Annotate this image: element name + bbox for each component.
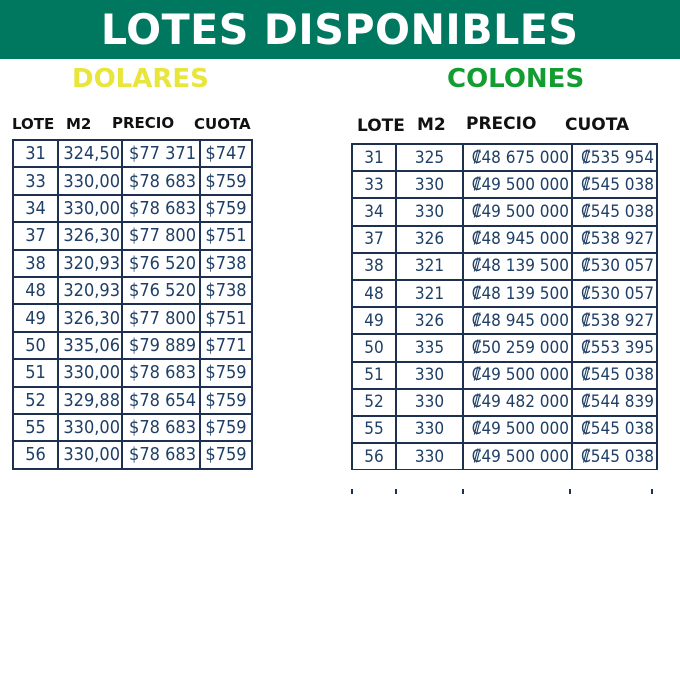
colones-cell-cuota: ₡545 038 <box>572 362 657 389</box>
colones-cell-m2: 330 <box>396 198 463 225</box>
dolares-cell-cuota: $738 <box>200 277 252 304</box>
table-row <box>13 304 252 331</box>
table-row <box>13 140 252 167</box>
colones-title: COLONES <box>447 64 585 94</box>
colones-cell-m2: 330 <box>396 362 463 389</box>
colones-header-lote: LOTE <box>357 116 405 136</box>
table-row <box>352 416 657 443</box>
colones-cell-precio: ₡48 139 500 <box>463 280 572 307</box>
dolares-cell-precio: $79 889 <box>122 332 200 359</box>
colones-cell-precio: ₡49 500 000 <box>463 171 572 198</box>
table-row <box>13 222 252 249</box>
dolares-cell-precio: $78 683 <box>122 359 200 386</box>
dolares-cell-cuota: $759 <box>200 195 252 222</box>
table-row <box>13 387 252 414</box>
table-row <box>352 362 657 389</box>
table-row <box>13 332 252 359</box>
colones-cell-m2: 326 <box>396 307 463 334</box>
dolares-cell-cuota: $771 <box>200 332 252 359</box>
dolares-cell-m2: 320,93 <box>58 250 122 277</box>
table-row <box>352 198 657 225</box>
dolares-header-cuota: CUOTA <box>194 115 251 133</box>
dolares-cell-precio: $78 683 <box>122 441 200 468</box>
dolares-cell-m2: 329,88 <box>58 387 122 414</box>
colones-cell-precio: ₡48 139 500 <box>463 253 572 280</box>
dolares-cell-lote: 48 <box>13 277 58 304</box>
dolares-cell-cuota: $759 <box>200 441 252 468</box>
dolares-cell-precio: $78 654 <box>122 387 200 414</box>
table-row <box>13 414 252 441</box>
dolares-cell-m2: 330,00 <box>58 195 122 222</box>
header-banner <box>0 0 680 59</box>
table-row <box>352 144 657 171</box>
dolares-cell-m2: 330,00 <box>58 441 122 468</box>
dolares-cell-cuota: $759 <box>200 387 252 414</box>
dolares-cell-lote: 56 <box>13 441 58 468</box>
dolares-cell-m2: 330,00 <box>58 359 122 386</box>
dolares-cell-m2: 326,30 <box>58 222 122 249</box>
colones-cell-cuota: ₡538 927 <box>572 307 657 334</box>
colones-cell-lote: 52 <box>352 389 396 416</box>
colones-cell-precio: ₡49 482 000 <box>463 389 572 416</box>
dolares-title: DOLARES <box>72 64 209 94</box>
colones-table-tail <box>351 489 653 494</box>
colones-cell-precio: ₡48 945 000 <box>463 226 572 253</box>
dolares-cell-precio: $78 683 <box>122 195 200 222</box>
dolares-cell-lote: 51 <box>13 359 58 386</box>
dolares-cell-lote: 55 <box>13 414 58 441</box>
dolares-cell-cuota: $759 <box>200 167 252 194</box>
colones-cell-precio: ₡49 500 000 <box>463 362 572 389</box>
colones-cell-precio: ₡50 259 000 <box>463 334 572 361</box>
colones-cell-lote: 33 <box>352 171 396 198</box>
dolares-cell-cuota: $751 <box>200 222 252 249</box>
colones-cell-cuota: ₡545 038 <box>572 171 657 198</box>
dolares-cell-lote: 52 <box>13 387 58 414</box>
dolares-cell-m2: 320,93 <box>58 277 122 304</box>
dolares-cell-precio: $77 800 <box>122 304 200 331</box>
table-row <box>352 280 657 307</box>
table-row <box>352 171 657 198</box>
colones-cell-m2: 321 <box>396 253 463 280</box>
colones-cell-lote: 55 <box>352 416 396 443</box>
colones-cell-m2: 325 <box>396 144 463 171</box>
colones-table <box>351 143 658 470</box>
dolares-header-m2: M2 <box>66 115 92 133</box>
table-row <box>352 253 657 280</box>
colones-cell-m2: 330 <box>396 443 463 470</box>
dolares-table <box>12 139 253 470</box>
dolares-cell-m2: 330,00 <box>58 167 122 194</box>
colones-cell-cuota: ₡530 057 <box>572 253 657 280</box>
dolares-cell-precio: $78 683 <box>122 167 200 194</box>
dolares-cell-lote: 37 <box>13 222 58 249</box>
dolares-cell-m2: 324,50 <box>58 140 122 167</box>
dolares-header-lote: LOTE <box>12 115 55 133</box>
colones-cell-lote: 56 <box>352 443 396 470</box>
colones-cell-m2: 335 <box>396 334 463 361</box>
dolares-cell-lote: 33 <box>13 167 58 194</box>
colones-cell-cuota: ₡545 038 <box>572 198 657 225</box>
dolares-cell-lote: 31 <box>13 140 58 167</box>
colones-cell-lote: 51 <box>352 362 396 389</box>
colones-cell-precio: ₡48 675 000 <box>463 144 572 171</box>
dolares-cell-cuota: $751 <box>200 304 252 331</box>
colones-cell-lote: 37 <box>352 226 396 253</box>
dolares-cell-precio: $76 520 <box>122 250 200 277</box>
colones-cell-m2: 326 <box>396 226 463 253</box>
colones-cell-m2: 330 <box>396 416 463 443</box>
colones-cell-cuota: ₡544 839 <box>572 389 657 416</box>
dolares-cell-cuota: $747 <box>200 140 252 167</box>
dolares-cell-lote: 38 <box>13 250 58 277</box>
colones-cell-lote: 49 <box>352 307 396 334</box>
dolares-cell-cuota: $759 <box>200 414 252 441</box>
dolares-cell-m2: 326,30 <box>58 304 122 331</box>
table-row <box>352 389 657 416</box>
dolares-header-precio: PRECIO <box>112 114 175 132</box>
colones-cell-precio: ₡49 500 000 <box>463 443 572 470</box>
colones-cell-m2: 330 <box>396 171 463 198</box>
colones-cell-lote: 34 <box>352 198 396 225</box>
table-row <box>352 334 657 361</box>
table-row <box>352 226 657 253</box>
colones-cell-lote: 31 <box>352 144 396 171</box>
colones-cell-cuota: ₡545 038 <box>572 443 657 470</box>
table-row <box>13 359 252 386</box>
table-row <box>13 195 252 222</box>
colones-cell-precio: ₡49 500 000 <box>463 198 572 225</box>
table-row <box>13 250 252 277</box>
colones-cell-lote: 50 <box>352 334 396 361</box>
colones-header-m2: M2 <box>417 115 446 135</box>
colones-cell-cuota: ₡538 927 <box>572 226 657 253</box>
dolares-cell-lote: 34 <box>13 195 58 222</box>
colones-header-cuota: CUOTA <box>565 115 630 135</box>
dolares-cell-precio: $77 371 <box>122 140 200 167</box>
table-row <box>13 167 252 194</box>
dolares-cell-cuota: $738 <box>200 250 252 277</box>
table-row <box>13 441 252 468</box>
dolares-cell-cuota: $759 <box>200 359 252 386</box>
colones-cell-precio: ₡48 945 000 <box>463 307 572 334</box>
colones-cell-lote: 38 <box>352 253 396 280</box>
dolares-cell-lote: 50 <box>13 332 58 359</box>
colones-cell-cuota: ₡545 038 <box>572 416 657 443</box>
dolares-cell-precio: $77 800 <box>122 222 200 249</box>
dolares-cell-m2: 330,00 <box>58 414 122 441</box>
dolares-cell-precio: $78 683 <box>122 414 200 441</box>
dolares-cell-lote: 49 <box>13 304 58 331</box>
dolares-cell-precio: $76 520 <box>122 277 200 304</box>
colones-cell-m2: 330 <box>396 389 463 416</box>
table-row <box>352 443 657 470</box>
colones-cell-m2: 321 <box>396 280 463 307</box>
dolares-cell-m2: 335,06 <box>58 332 122 359</box>
colones-header-precio: PRECIO <box>466 114 537 134</box>
colones-cell-cuota: ₡530 057 <box>572 280 657 307</box>
table-row <box>352 307 657 334</box>
page-title: LOTES DISPONIBLES <box>101 4 579 54</box>
colones-cell-cuota: ₡535 954 <box>572 144 657 171</box>
table-row <box>13 277 252 304</box>
colones-cell-precio: ₡49 500 000 <box>463 416 572 443</box>
colones-cell-lote: 48 <box>352 280 396 307</box>
colones-cell-cuota: ₡553 395 <box>572 334 657 361</box>
